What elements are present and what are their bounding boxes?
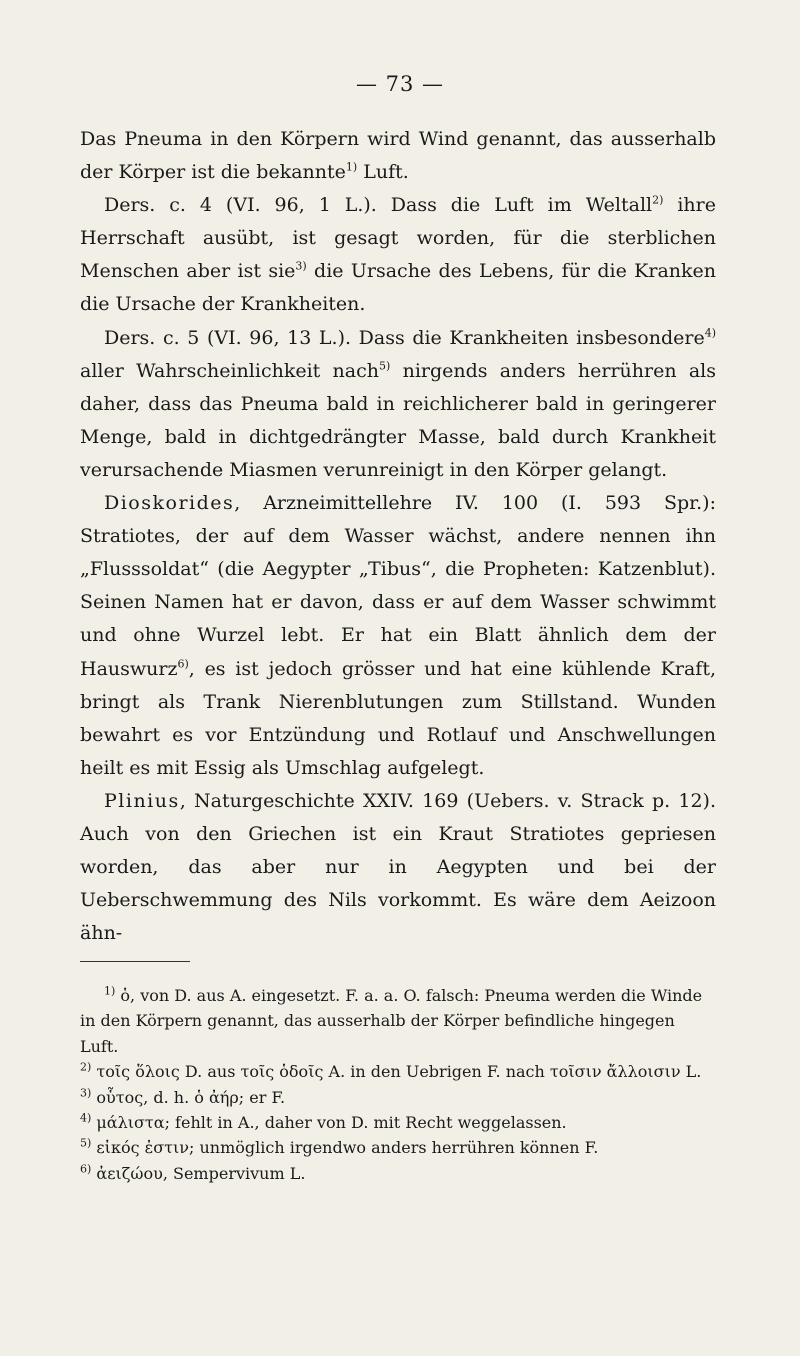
paragraph: Dioskorides, Arzneimittellehre IV. 100 (I. 593 Spr.): Stratiotes, der auf dem Wasser wächst, andere nennen ihn „Flusssoldat“ (die Aegypter „Tibus“, die Propheten: Katzenblut). Seinen Namen hat er davon, dass er auf dem Wasser schwimmt und ohne Wurzel lebt. Er hat ein Blatt ähnlich dem der Hauswurz$^{6)}$, es ist jedoch grösser und hat eine kühlende Kraft, bringt als Trank Nierenblutungen zum Stillstand. Wunden bewahrt es vor Entzündung und Rotlauf und Anschwellungen heilt es mit Essig als Umschlag aufgelegt. bbox=[80, 492, 716, 779]
footnote: $^{5)}$ εἰκός ἐστιν; unmöglich irgendwo anders herrühren können F. bbox=[80, 1137, 599, 1158]
footnote: $^{4)}$ μάλιστα; fehlt in A., daher von D. mit Recht weggelassen. bbox=[80, 1111, 567, 1133]
author-name: Dioskorides bbox=[104, 492, 235, 515]
footnotes bbox=[80, 983, 716, 1186]
footnote-ref: 3) bbox=[295, 260, 307, 274]
footnote-ref: 5) bbox=[379, 359, 391, 373]
footnote-ref: 1) bbox=[345, 160, 358, 174]
page-number: — 73 — bbox=[355, 72, 445, 96]
footnote: $^{2)}$ τοῖς ὅλοις D. aus τοῖς ὁδοῖς A. in den Uebrigen F. nach τοῖσιν ἄλλοισιν L. bbox=[80, 1060, 702, 1082]
footnote-ref: 4) bbox=[704, 326, 716, 340]
footnote: $^{1)}$ ὁ, von D. aus A. eingesetzt. F. a. a. O. falsch: Pneuma werden die Winde in den Körpern genannt, das ausserhalb der Körper befindliche hingegen Luft. bbox=[80, 984, 703, 1056]
footnote-ref: 2) bbox=[652, 193, 664, 207]
main-text bbox=[80, 123, 716, 950]
paragraph: Ders. c. 5 (VI. 96, 13 L.). Dass die Krankheiten insbesondere$^{4)}$ aller Wahrscheinlichkeit nach$^{5)}$ nirgends anders herrühren als daher, dass das Pneuma bald in reichlicherer bald in geringerer Menge, bald in dichtgedrängter Masse, bald durch Krankheit verursachende Miasmen verunreinigt in den Körper gelangt. bbox=[80, 326, 716, 481]
footnote: $^{3)}$ οὗτος, d. h. ὁ ἀήρ; er F. bbox=[80, 1086, 286, 1107]
footnote-divider bbox=[80, 961, 190, 962]
paragraph: Ders. c. 4 (VI. 96, 1 L.). Dass die Luft im Weltall$^{2)}$ ihre Herrschaft ausübt, ist gesagt worden, für die sterblichen Menschen aber ist sie$^{3)}$ die Ursache des Lebens, für die Kranken die Ursache der Krankheiten. bbox=[80, 193, 716, 316]
author-name: Plinius bbox=[104, 789, 180, 812]
paragraph: Das Pneuma in den Körpern wird Wind genannt, das ausserhalb der Körper ist die bekannte$^{1)}$ Luft. bbox=[80, 128, 716, 184]
footnote-ref: 6) bbox=[177, 657, 189, 671]
footnote: $^{6)}$ ἀειζώου, Sempervivum L. bbox=[80, 1162, 306, 1183]
paragraph: Plinius, Naturgeschichte XXIV. 169 (Uebers. v. Strack p. 12). Auch von den Griechen ist ein Kraut Stratiotes gepriesen worden, das aber nur in Aegypten und bei der Ueberschwemmung des Nils vorkommt. Es wäre dem Aeizoon ähn- bbox=[80, 789, 716, 945]
